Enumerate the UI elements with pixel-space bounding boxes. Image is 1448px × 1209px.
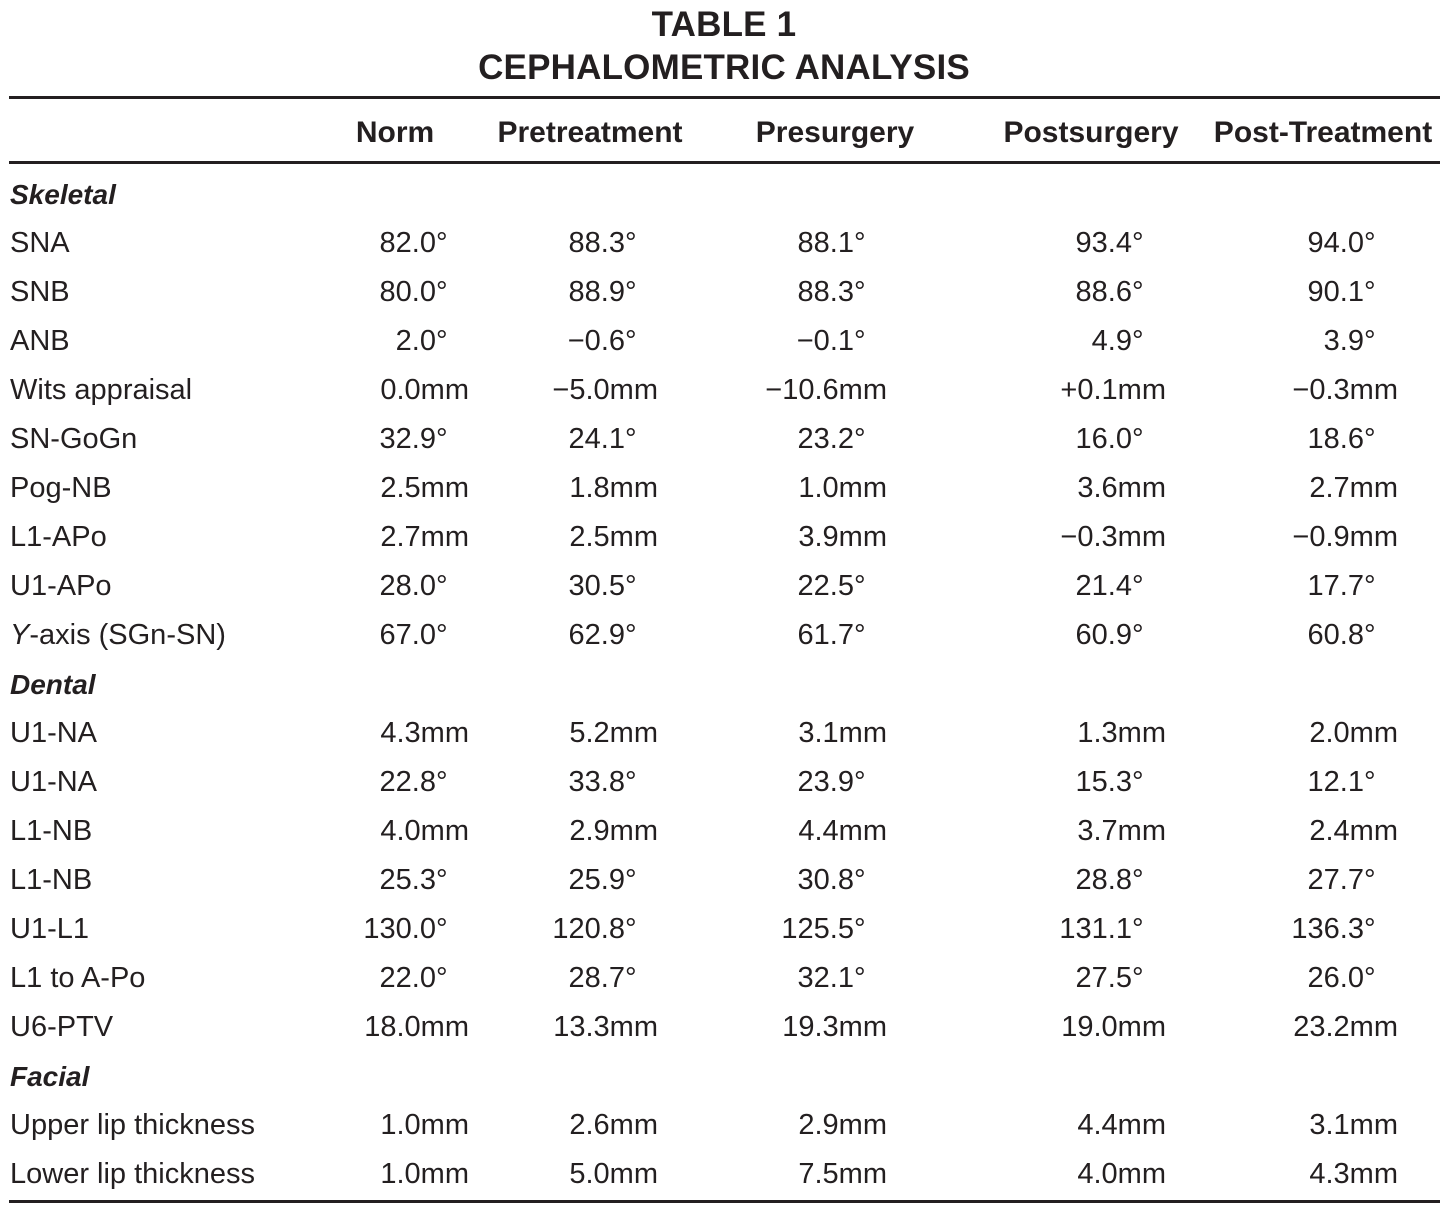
- value-cell: 4.0mm: [1077, 1158, 1166, 1190]
- column-header-presurgery: Presurgery: [755, 116, 915, 149]
- row-label-text: L1-NB: [10, 864, 93, 896]
- value-cell: 88.6°: [1075, 276, 1144, 308]
- value-cell: 22.5°: [797, 570, 866, 602]
- value-cell: 1.3mm: [1077, 717, 1166, 749]
- value-cell: 80.0°: [379, 276, 448, 308]
- row-label: [10, 856, 92, 905]
- value-cell: 27.5°: [1075, 962, 1144, 994]
- value-cell: −5.0mm: [552, 374, 658, 406]
- row-label-text: U6-PTV: [10, 1011, 114, 1043]
- row-label-text: SNB: [10, 276, 70, 308]
- row-label-text: U1-L1: [10, 913, 89, 945]
- table-row: [0, 1101, 1448, 1150]
- section-heading-dental: Dental: [10, 669, 96, 700]
- row-label-text: Lower lip thickness: [10, 1158, 255, 1190]
- table-row: [0, 856, 1448, 905]
- row-label-text: U1-APo: [10, 570, 112, 602]
- row-label: [10, 905, 89, 954]
- value-cell: 23.2mm: [1293, 1011, 1398, 1043]
- value-cell: 2.7mm: [380, 521, 469, 553]
- table-row: [0, 611, 1448, 660]
- value-cell: 1.0mm: [380, 1109, 469, 1141]
- row-label: [10, 1003, 113, 1052]
- value-cell: 4.3mm: [380, 717, 469, 749]
- value-cell: 32.1°: [797, 962, 866, 994]
- row-label-text: U1-NA: [10, 766, 98, 798]
- row-label-text: L1-NB: [10, 815, 93, 847]
- row-label: [10, 415, 137, 464]
- value-cell: −0.3mm: [1060, 521, 1166, 553]
- row-label: [10, 1101, 255, 1150]
- top-rule: [9, 96, 1440, 99]
- value-cell: 2.4mm: [1309, 815, 1398, 847]
- value-cell: 5.2mm: [569, 717, 658, 749]
- value-cell: 3.6mm: [1077, 472, 1166, 504]
- value-cell: 18.0mm: [364, 1011, 469, 1043]
- value-cell: 94.0°: [1307, 227, 1376, 259]
- value-cell: −0.1°: [796, 325, 866, 357]
- value-cell: 25.3°: [379, 864, 448, 896]
- header-rule: [9, 161, 1440, 164]
- value-cell: 30.8°: [797, 864, 866, 896]
- value-cell: 7.5mm: [798, 1158, 887, 1190]
- value-cell: 136.3°: [1291, 913, 1376, 945]
- row-label-text: Wits appraisal: [10, 374, 193, 406]
- value-cell: 3.9mm: [798, 521, 887, 553]
- column-header-post-treatment: Post-Treatment: [1213, 116, 1433, 149]
- value-cell: 61.7°: [797, 619, 866, 651]
- value-cell: 2.7mm: [1309, 472, 1398, 504]
- value-cell: 67.0°: [379, 619, 448, 651]
- row-label: [10, 317, 70, 366]
- section-heading-skeletal: Skeletal: [10, 179, 116, 210]
- value-cell: 2.9mm: [798, 1109, 887, 1141]
- table-subtitle: CEPHALOMETRIC ANALYSIS: [478, 48, 970, 87]
- row-label: [10, 954, 145, 1003]
- value-cell: +0.1mm: [1060, 374, 1166, 406]
- column-header-norm: Norm: [355, 116, 435, 149]
- value-cell: 1.0mm: [798, 472, 887, 504]
- value-cell: 2.5mm: [569, 521, 658, 553]
- table-row: [0, 709, 1448, 758]
- table-row: [0, 464, 1448, 513]
- value-cell: 2.0°: [395, 325, 448, 357]
- row-label: [10, 562, 112, 611]
- value-cell: 22.8°: [379, 766, 448, 798]
- row-label: [10, 807, 92, 856]
- row-label-text: SNA: [10, 227, 70, 259]
- table-row: [0, 905, 1448, 954]
- value-cell: 15.3°: [1075, 766, 1144, 798]
- value-cell: 2.5mm: [380, 472, 469, 504]
- value-cell: 2.9mm: [569, 815, 658, 847]
- table-row: [0, 317, 1448, 366]
- table-row: [0, 268, 1448, 317]
- value-cell: 0.0mm: [380, 374, 469, 406]
- row-label-italic-part: Y: [10, 619, 30, 651]
- table-row: [0, 758, 1448, 807]
- row-label-text: Upper lip thickness: [10, 1109, 255, 1141]
- row-label: [10, 611, 226, 660]
- value-cell: 4.3mm: [1309, 1158, 1398, 1190]
- value-cell: 21.4°: [1075, 570, 1144, 602]
- value-cell: 28.0°: [379, 570, 448, 602]
- value-cell: 88.1°: [797, 227, 866, 259]
- value-cell: 32.9°: [379, 423, 448, 455]
- value-cell: −10.6mm: [765, 374, 887, 406]
- section-heading-facial: Facial: [10, 1061, 90, 1092]
- bottom-rule: [9, 1200, 1440, 1203]
- row-label: [10, 1150, 255, 1199]
- value-cell: 3.1mm: [798, 717, 887, 749]
- table-row: [0, 562, 1448, 611]
- row-label-text: L1-APo: [10, 521, 107, 553]
- row-label: [10, 758, 97, 807]
- value-cell: 23.2°: [797, 423, 866, 455]
- value-cell: 3.9°: [1323, 325, 1376, 357]
- table-row: [0, 219, 1448, 268]
- value-cell: 2.6mm: [569, 1109, 658, 1141]
- row-label-text: L1 to A-Po: [10, 962, 146, 994]
- value-cell: 130.0°: [363, 913, 448, 945]
- value-cell: 30.5°: [568, 570, 637, 602]
- row-label: [10, 709, 97, 758]
- table-row: [0, 1150, 1448, 1199]
- value-cell: 60.9°: [1075, 619, 1144, 651]
- value-cell: 4.0mm: [380, 815, 469, 847]
- value-cell: 23.9°: [797, 766, 866, 798]
- column-header-pretreatment: Pretreatment: [497, 116, 683, 149]
- row-label: [10, 268, 70, 317]
- row-label-text: SN-GoGn: [10, 423, 138, 455]
- value-cell: 1.0mm: [380, 1158, 469, 1190]
- value-cell: 62.9°: [568, 619, 637, 651]
- table-row: [0, 1003, 1448, 1052]
- row-label: [10, 219, 70, 268]
- value-cell: 16.0°: [1075, 423, 1144, 455]
- value-cell: −0.3mm: [1292, 374, 1398, 406]
- row-label-text: -axis (SGn-SN): [29, 619, 226, 651]
- value-cell: 4.4mm: [1077, 1109, 1166, 1141]
- column-header-postsurgery: Postsurgery: [1003, 116, 1179, 149]
- value-cell: 24.1°: [568, 423, 637, 455]
- value-cell: 2.0mm: [1309, 717, 1398, 749]
- value-cell: 125.5°: [781, 913, 866, 945]
- value-cell: 5.0mm: [569, 1158, 658, 1190]
- row-label: [10, 366, 192, 415]
- table-row: [0, 807, 1448, 856]
- value-cell: 18.6°: [1307, 423, 1376, 455]
- table-row: [0, 513, 1448, 562]
- value-cell: 19.3mm: [782, 1011, 887, 1043]
- value-cell: 3.7mm: [1077, 815, 1166, 847]
- value-cell: 28.7°: [568, 962, 637, 994]
- value-cell: 131.1°: [1059, 913, 1144, 945]
- value-cell: 93.4°: [1075, 227, 1144, 259]
- value-cell: 28.8°: [1075, 864, 1144, 896]
- row-label: [10, 464, 112, 513]
- value-cell: 19.0mm: [1061, 1011, 1166, 1043]
- value-cell: 90.1°: [1307, 276, 1376, 308]
- value-cell: 4.4mm: [798, 815, 887, 847]
- row-label: [10, 513, 107, 562]
- value-cell: 120.8°: [552, 913, 637, 945]
- value-cell: −0.6°: [567, 325, 637, 357]
- value-cell: 12.1°: [1307, 766, 1376, 798]
- row-label-text: Pog-NB: [10, 472, 112, 504]
- value-cell: 82.0°: [379, 227, 448, 259]
- value-cell: 1.8mm: [569, 472, 658, 504]
- value-cell: 60.8°: [1307, 619, 1376, 651]
- value-cell: 13.3mm: [553, 1011, 658, 1043]
- value-cell: 22.0°: [379, 962, 448, 994]
- row-label-text: ANB: [10, 325, 70, 357]
- value-cell: 33.8°: [568, 766, 637, 798]
- row-label-text: U1-NA: [10, 717, 98, 749]
- value-cell: 17.7°: [1307, 570, 1376, 602]
- value-cell: 3.1mm: [1309, 1109, 1398, 1141]
- value-cell: 4.9°: [1091, 325, 1144, 357]
- value-cell: 88.3°: [568, 227, 637, 259]
- table-title: TABLE 1: [651, 5, 797, 44]
- table-row: [0, 366, 1448, 415]
- value-cell: 88.3°: [797, 276, 866, 308]
- table-row: [0, 954, 1448, 1003]
- value-cell: 26.0°: [1307, 962, 1376, 994]
- value-cell: 27.7°: [1307, 864, 1376, 896]
- value-cell: 25.9°: [568, 864, 637, 896]
- table-row: [0, 415, 1448, 464]
- value-cell: 88.9°: [568, 276, 637, 308]
- value-cell: −0.9mm: [1292, 521, 1398, 553]
